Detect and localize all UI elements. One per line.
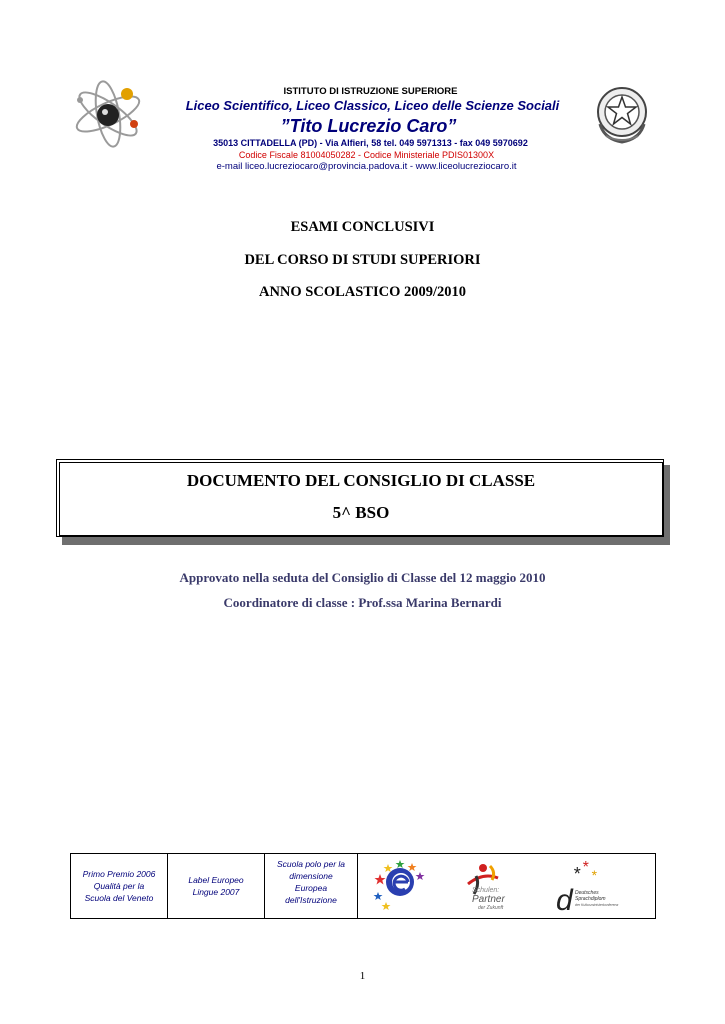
partner-text: Partner: [472, 894, 505, 905]
svg-text:*: *: [591, 867, 597, 883]
dsd-letter: d: [556, 884, 573, 917]
class-coordinator: Coordinatore di classe : Prof.ssa Marina Bernardi: [223, 595, 502, 610]
award-text-line: dimensione: [289, 871, 333, 881]
award-text-line: dell'Istruzione: [285, 895, 337, 905]
dsd-text-3: der Kultusministerkonferenz: [575, 903, 619, 907]
exam-title-line-3: ANNO SCOLASTICO 2009/2010: [258, 284, 467, 300]
europe-e-logo-icon: [374, 860, 425, 910]
page-number: 1: [359, 970, 366, 982]
award-text-line: Primo Premio 2006: [82, 869, 156, 879]
deutsches-sprachdiplom-logo-icon: [556, 859, 619, 917]
school-contact: e-mail liceo.lucreziocaro@provincia.padova.it - www.liceolucreziocaro.it: [216, 161, 517, 172]
award-text-line: Europea: [294, 883, 328, 893]
svg-text:*: *: [573, 864, 581, 884]
schulen-partner-logo-icon: [468, 864, 505, 911]
award-text-line: Scuola del Veneto: [84, 893, 154, 903]
approval-date: Approvato nella seduta del Consiglio di Classe del 12 maggio 2010: [179, 570, 546, 585]
school-codes: Codice Fiscale 81004050282 - Codice Ministeriale PDIS01300X: [238, 150, 495, 160]
dsd-text-2: Sprachdiplom: [575, 896, 606, 902]
class-name: 5^ BSO: [332, 503, 390, 522]
award-text-line: Label Europeo: [188, 875, 244, 885]
document-title: DOCUMENTO DEL CONSIGLIO DI CLASSE: [186, 471, 536, 490]
award-logos: [358, 854, 655, 918]
school-name: ”Tito Lucrezio Caro”: [280, 116, 457, 136]
award-cell-label: [168, 854, 265, 918]
award-text-line: Scuola polo per la: [276, 859, 346, 869]
dsd-text-1: Deutsches: [575, 890, 599, 896]
award-text-line: Lingue 2007: [192, 887, 240, 897]
institute-heading: ISTITUTO DI ISTRUZIONE SUPERIORE: [283, 86, 458, 97]
award-text-line: Qualità per la: [93, 881, 145, 891]
award-cell-europe: [265, 854, 358, 918]
zukunft-text: der Zukunft: [478, 905, 504, 911]
award-logos-cell: [358, 854, 655, 918]
schulen-text: Schulen:: [472, 887, 500, 894]
award-cell-quality: [71, 854, 168, 918]
school-types: Liceo Scientifico, Liceo Classico, Liceo delle Scienze Sociali: [185, 98, 560, 113]
exam-title-line-2: DEL CORSO DI STUDI SUPERIORI: [244, 252, 481, 268]
exam-title-line-1: ESAMI CONCLUSIVI: [290, 219, 435, 235]
svg-text:*: *: [582, 859, 589, 876]
awards-table: [70, 853, 656, 919]
school-address: 35013 CITTADELLA (PD) - Via Alfieri, 58 tel. 049 5971313 - fax 049 5970692: [213, 138, 528, 148]
